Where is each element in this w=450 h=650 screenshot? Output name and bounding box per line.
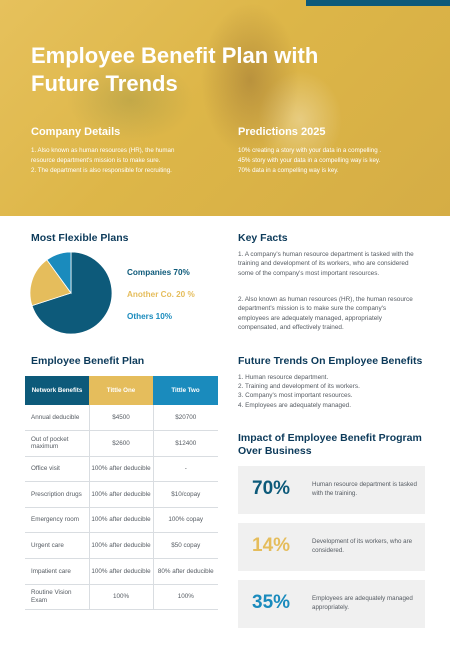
- cell-value: 100% after deducible: [89, 533, 153, 559]
- pie-chart: [30, 252, 112, 334]
- benefit-plan-heading: Employee Benefit Plan: [31, 355, 145, 367]
- company-details-line: 2. The department is also responsible for recruiting.: [31, 167, 172, 174]
- row-label: Office visit: [25, 456, 89, 482]
- cell-value: $20700: [153, 405, 218, 431]
- cell-value: $12400: [153, 431, 218, 457]
- predictions-line: 45% story with your data in a compelling way is key.: [238, 157, 381, 164]
- benefit-plan-table: [25, 376, 218, 610]
- row-label: Out of pocket maximum: [25, 431, 89, 457]
- pie-chart-svg: [30, 252, 112, 334]
- impact-card: [238, 523, 425, 571]
- cell-value: 100% copay: [153, 507, 218, 533]
- table-row: [25, 431, 218, 457]
- company-details-line: 1. Also known as human resources (HR), the human: [31, 147, 175, 154]
- predictions-line: 10% creating a story with your data in a compelling .: [238, 147, 382, 154]
- table-row: [25, 559, 218, 585]
- header-network-benefits: Network Benefits: [25, 376, 89, 405]
- row-label: Emergency room: [25, 507, 89, 533]
- future-trends-heading: Future Trends On Employee Benefits: [238, 355, 423, 367]
- table-row: [25, 405, 218, 431]
- table-header-row: [25, 376, 218, 405]
- cell-value: 100% after deducible: [89, 559, 153, 585]
- impact-heading: [238, 432, 422, 458]
- table-row: [25, 533, 218, 559]
- legend-another-co: Another Co. 20 %: [127, 290, 195, 299]
- page-title: Employee Benefit Plan with Future Trends: [31, 43, 319, 96]
- list-item: 3. Company's most important resources.: [238, 392, 353, 400]
- impact-text: Employees are adequately managed appropriately.: [312, 595, 413, 611]
- company-details-text: [31, 146, 231, 176]
- cell-value: $4500: [89, 405, 153, 431]
- cell-value: $10/copay: [153, 482, 218, 508]
- company-details-heading: Company Details: [31, 126, 121, 138]
- cell-value: $2600: [89, 431, 153, 457]
- legend-companies: Companies 70%: [127, 268, 190, 277]
- predictions-text: [238, 146, 438, 176]
- cell-value: -: [153, 456, 218, 482]
- predictions-line: 70% data in a compelling way is key.: [238, 167, 339, 174]
- future-trends-list: [238, 373, 428, 410]
- table-row: [25, 507, 218, 533]
- impact-text: Development of its workers, who are considered.: [312, 538, 413, 554]
- impact-card: [238, 580, 425, 628]
- cell-value: 100% after deducible: [89, 456, 153, 482]
- row-label: Annual deducible: [25, 405, 89, 431]
- row-label: Urgent care: [25, 533, 89, 559]
- impact-heading-line: Over Business: [238, 445, 312, 457]
- table-row: [25, 456, 218, 482]
- key-facts-paragraph-1: 1. A company's human resource department is tasked with the training and development of its workers, who are considered some of the company's most important resources.: [238, 251, 414, 277]
- impact-percent: 14%: [252, 535, 291, 556]
- cell-value: 100% after deducible: [89, 507, 153, 533]
- flexible-plans-heading: Most Flexible Plans: [31, 232, 129, 244]
- company-details-line: resource department's mission is to make sure.: [31, 157, 161, 164]
- key-facts-paragraph-2: 2. Also known as human resources (HR), the human resource department's mission is to make sure the company's employees are adequately managed, appropriately compensated, and effectively trained.: [238, 296, 413, 332]
- impact-card: [238, 466, 425, 514]
- header-tittle-one: Tittle One: [89, 376, 153, 405]
- list-item: 2. Training and development of its workers.: [238, 383, 360, 391]
- cell-value: 100%: [89, 584, 153, 610]
- legend-others: Others 10%: [127, 312, 173, 321]
- impact-heading-line: Impact of Employee Benefit Program: [238, 432, 422, 444]
- cell-value: $50 copay: [153, 533, 218, 559]
- list-item: 4. Employees are adequately managed.: [238, 401, 351, 409]
- cell-value: 100%: [153, 584, 218, 610]
- hero-banner: [0, 0, 450, 216]
- row-label: Impatient care: [25, 559, 89, 585]
- table-row: [25, 584, 218, 610]
- predictions-heading: Predictions 2025: [238, 126, 326, 138]
- table-row: [25, 482, 218, 508]
- row-label: Routine Vision Exam: [25, 584, 89, 610]
- key-facts-heading: Key Facts: [238, 232, 288, 244]
- list-item: 1. Human resource department.: [238, 374, 329, 381]
- row-label: Prescription drugs: [25, 482, 89, 508]
- header-tittle-two: Tittle Two: [153, 376, 218, 405]
- cell-value: 100% after deducible: [89, 482, 153, 508]
- impact-percent: 70%: [252, 478, 291, 499]
- impact-percent: 35%: [252, 592, 291, 613]
- hero-accent-bar: [306, 0, 450, 6]
- cell-value: 80% after deducible: [153, 559, 218, 585]
- impact-text: Human resource department is tasked with the training.: [312, 481, 417, 497]
